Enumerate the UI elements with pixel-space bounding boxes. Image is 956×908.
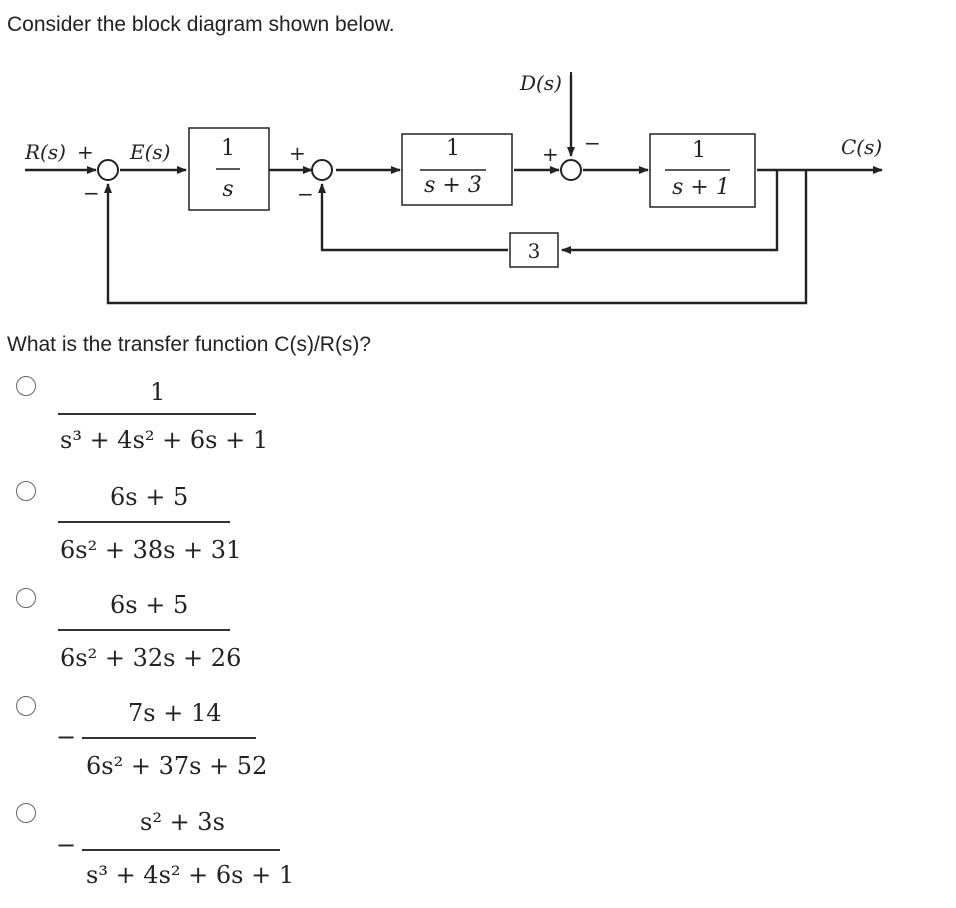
block-diagram xyxy=(0,60,956,320)
option-5-fraction-bar xyxy=(82,849,280,851)
option-2-denominator: 6s² + 38s + 31 xyxy=(60,536,242,564)
block1-den: s xyxy=(222,177,234,202)
output-label: C(s) xyxy=(841,135,883,159)
option-4-fraction xyxy=(82,699,282,779)
option-2-fraction-bar xyxy=(58,521,230,523)
summing-junction-3 xyxy=(561,160,581,180)
summing-junction-2 xyxy=(312,160,332,180)
option-5-numerator: s² + 3s xyxy=(140,808,225,836)
option-2-fraction xyxy=(58,483,258,563)
disturbance-label: D(s) xyxy=(520,71,562,95)
sign-plus-2: + xyxy=(289,141,306,165)
block3-num: 1 xyxy=(692,138,706,163)
option-4-sign: − xyxy=(56,723,77,751)
option-1-fraction-bar xyxy=(58,413,256,415)
option-2-numerator: 6s + 5 xyxy=(110,483,189,511)
sign-plus-3: + xyxy=(542,142,559,166)
block2-num: 1 xyxy=(446,136,460,161)
option-5-denominator: s³ + 4s² + 6s + 1 xyxy=(86,861,295,889)
sign-minus-3: − xyxy=(584,131,601,155)
option-1-radio[interactable] xyxy=(16,376,36,396)
block3-den: s + 1 xyxy=(672,175,730,200)
sign-plus-1: + xyxy=(77,140,94,164)
option-5-fraction xyxy=(82,808,295,893)
option-3-radio[interactable] xyxy=(16,588,36,608)
block1-num: 1 xyxy=(221,136,235,161)
option-4-numerator: 7s + 14 xyxy=(128,699,222,727)
option-4-radio[interactable] xyxy=(16,696,36,716)
feedback-gain: 3 xyxy=(527,239,541,263)
sign-minus-2: − xyxy=(297,182,314,206)
sign-minus-1: − xyxy=(83,181,100,205)
option-5-sign: − xyxy=(56,831,77,859)
input-label: R(s) xyxy=(25,140,66,164)
block2-den: s + 3 xyxy=(424,173,482,198)
summing-junction-1 xyxy=(98,160,118,180)
option-3-fraction-bar xyxy=(58,629,230,631)
error-label: E(s) xyxy=(130,140,171,164)
option-1-denominator: s³ + 4s² + 6s + 1 xyxy=(60,426,269,454)
question-text: What is the transfer function C(s)/R(s)? xyxy=(7,333,372,356)
option-2-radio[interactable] xyxy=(16,481,36,501)
option-3-denominator: 6s² + 32s + 26 xyxy=(60,644,242,672)
option-5-radio[interactable] xyxy=(16,803,36,823)
option-3-numerator: 6s + 5 xyxy=(110,591,189,619)
question-prompt: Consider the block diagram shown below. xyxy=(7,13,395,36)
option-1-numerator: 1 xyxy=(150,378,166,406)
option-1-fraction xyxy=(58,378,269,458)
option-4-denominator: 6s² + 37s + 52 xyxy=(86,752,268,780)
option-4-fraction-bar xyxy=(82,737,256,739)
option-3-fraction xyxy=(58,591,258,671)
